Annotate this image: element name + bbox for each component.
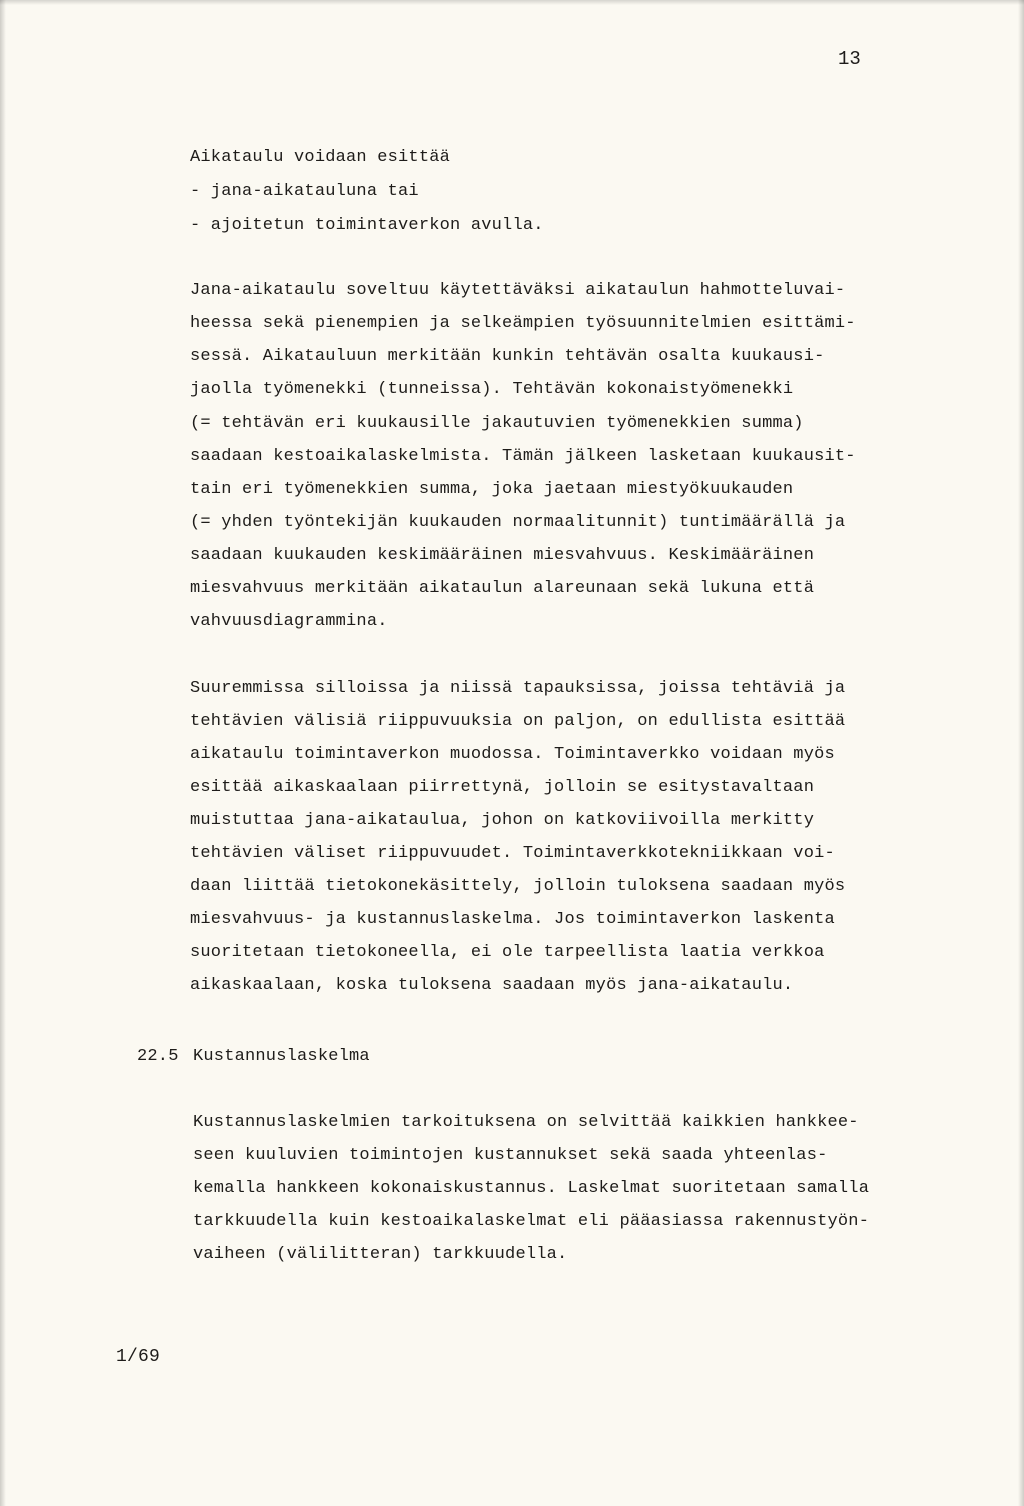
section-title: Kustannuslaskelma <box>193 1047 370 1066</box>
paragraph-line: saadaan kestoaikalaskelmista. Tämän jälkeen lasketaan kuukausit- <box>190 447 856 466</box>
paragraph-line: jaolla työmenekki (tunneissa). Tehtävän kokonaistyömenekki <box>190 380 794 399</box>
paragraph-line: (= tehtävän eri kuukausille jakautuvien työmenekkien summa) <box>190 414 804 433</box>
paragraph-line: esittää aikaskaalaan piirrettynä, jolloin se esitystavaltaan <box>190 778 815 797</box>
paragraph-line: saadaan kuukauden keskimääräinen miesvahvuus. Keskimääräinen <box>190 546 815 565</box>
paragraph-line: (= yhden työntekijän kuukauden normaalitunnit) tuntimäärällä ja <box>190 513 846 532</box>
paragraph-line: suoritetaan tietokoneella, ei ole tarpeellista laatia verkkoa <box>190 943 825 962</box>
paragraph-line: vahvuusdiagrammina. <box>190 612 388 631</box>
intro-line: - jana-aikatauluna tai <box>190 182 419 201</box>
document-code: 1/69 <box>116 1347 161 1367</box>
paragraph-line: miesvahvuus merkitään aikataulun alareunaan sekä lukuna että <box>190 579 815 598</box>
paragraph-line: miesvahvuus- ja kustannuslaskelma. Jos toimintaverkon laskenta <box>190 910 835 929</box>
paragraph-line: tain eri työmenekkien summa, joka jaetaan miestyökuukauden <box>190 480 794 499</box>
scan-right-shadow <box>1018 0 1024 1506</box>
paragraph-line: daan liittää tietokonekäsittely, jolloin tuloksena saadaan myös <box>190 877 846 896</box>
page-number: 13 <box>838 48 861 70</box>
paragraph-line: vaiheen (välilitteran) tarkkuudella. <box>193 1245 568 1264</box>
paragraph-line: aikataulu toimintaverkon muodossa. Toimintaverkko voidaan myös <box>190 745 835 764</box>
paragraph-line: aikaskaalaan, koska tuloksena saadaan myös jana-aikataulu. <box>190 976 794 995</box>
scan-top-shadow <box>0 0 1024 5</box>
paragraph-line: Suuremmissa silloissa ja niissä tapauksissa, joissa tehtäviä ja <box>190 679 846 698</box>
paragraph-line: seen kuuluvien toimintojen kustannukset sekä saada yhteenlas- <box>193 1146 828 1165</box>
paragraph-line: tehtävien välisiä riippuvuuksia on paljon, on edullista esittää <box>190 712 846 731</box>
paragraph-line: tarkkuudella kuin kestoaikalaskelmat eli pääasiassa rakennustyön- <box>193 1212 870 1231</box>
scan-left-shadow <box>0 0 6 1506</box>
paragraph-line: heessa sekä pienempien ja selkeämpien työsuunnitelmien esittämi- <box>190 314 856 333</box>
paragraph-line: tehtävien väliset riippuvuudet. Toimintaverkkotekniikkaan voi- <box>190 844 835 863</box>
paragraph-line: Jana-aikataulu soveltuu käytettäväksi aikataulun hahmotteluvai- <box>190 281 846 300</box>
paragraph-line: kemalla hankkeen kokonaiskustannus. Laskelmat suoritetaan samalla <box>193 1179 870 1198</box>
paragraph-line: sessä. Aikatauluun merkitään kunkin tehtävän osalta kuukausi- <box>190 347 825 366</box>
paragraph-line: muistuttaa jana-aikataulua, johon on katkoviivoilla merkitty <box>190 811 815 830</box>
paragraph-line: Kustannuslaskelmien tarkoituksena on selvittää kaikkien hankkee- <box>193 1113 859 1132</box>
section-number: 22.5 <box>137 1047 179 1066</box>
intro-line: Aikataulu voidaan esittää <box>190 148 451 167</box>
intro-line: - ajoitetun toimintaverkon avulla. <box>190 216 544 235</box>
